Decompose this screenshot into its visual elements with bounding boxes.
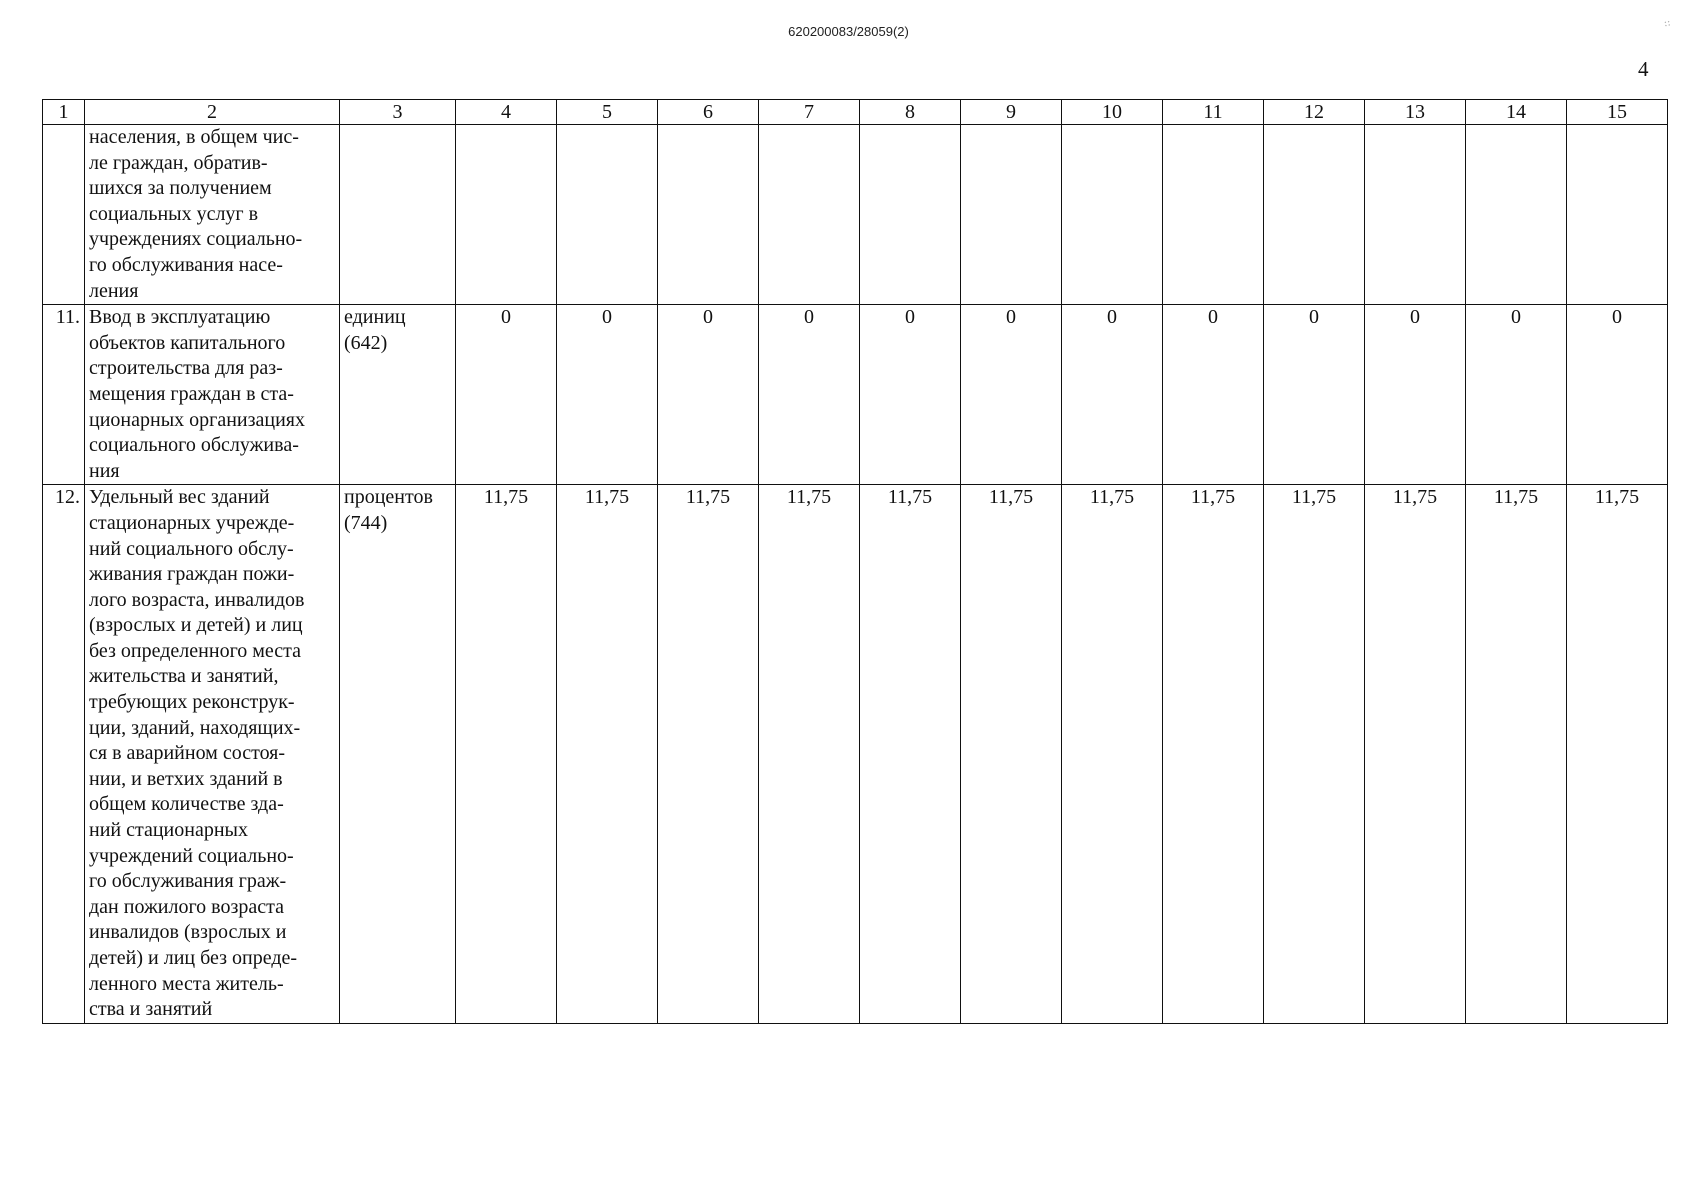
text-line: ся в аварийном состоя- — [89, 742, 286, 765]
text-line: объектов капитального — [89, 331, 286, 354]
text-line: процентов — [344, 486, 433, 509]
value-cell: 11,75 — [1062, 485, 1163, 1023]
value-cell — [456, 125, 557, 305]
row-number-cell — [43, 125, 85, 305]
value-cell — [1264, 125, 1365, 305]
scan-corner-mark: ⁘ — [1658, 15, 1676, 33]
text-line: ционарных организациях — [89, 408, 305, 431]
value-cell: 0 — [658, 305, 759, 485]
column-number-row — [43, 100, 1668, 125]
text-line: социальных услуг в — [89, 202, 259, 225]
text-line: го обслуживания насе- — [89, 253, 283, 276]
value-cell: 11,75 — [961, 485, 1062, 1023]
text-line: общем количестве зда- — [89, 793, 284, 816]
text-line: ства и занятий — [89, 998, 213, 1021]
text-line: (744) — [344, 511, 388, 534]
text-line: ле граждан, обратив- — [89, 151, 268, 174]
value-cell — [658, 125, 759, 305]
text-line: жительства и занятий, — [89, 665, 279, 688]
page-number: 4 — [1638, 57, 1649, 81]
value-cell — [961, 125, 1062, 305]
column-number-cell: 9 — [961, 100, 1062, 125]
text-line: Удельный вес зданий — [89, 486, 270, 509]
value-cell: 11,75 — [557, 485, 658, 1023]
column-number-cell: 13 — [1365, 100, 1466, 125]
value-cell — [557, 125, 658, 305]
value-cell: 0 — [759, 305, 860, 485]
row-number-cell: 12. — [43, 485, 85, 1023]
value-cell — [1163, 125, 1264, 305]
unit-cell — [340, 485, 456, 1023]
value-cell — [759, 125, 860, 305]
value-cell: 0 — [557, 305, 658, 485]
value-cell: 11,75 — [1163, 485, 1264, 1023]
indicator-description-cell — [85, 305, 340, 485]
column-number-cell: 1 — [43, 100, 85, 125]
text-line: единиц — [344, 306, 406, 329]
value-cell — [860, 125, 961, 305]
text-line: населения, в общем чис- — [89, 126, 299, 148]
value-cell: 11,75 — [1264, 485, 1365, 1023]
column-number-cell: 3 — [340, 100, 456, 125]
column-number-cell: 11 — [1163, 100, 1264, 125]
value-cell: 0 — [1466, 305, 1567, 485]
text-line: ний стационарных — [89, 819, 248, 842]
text-line: (взрослых и детей) и лиц — [89, 614, 303, 637]
column-number-cell: 5 — [557, 100, 658, 125]
text-line: учреждениях социально- — [89, 228, 303, 251]
indicator-description-cell — [85, 125, 340, 305]
text-line: го обслуживания граж- — [89, 870, 287, 893]
value-cell: 11,75 — [860, 485, 961, 1023]
value-cell: 0 — [1365, 305, 1466, 485]
value-cell: 11,75 — [1365, 485, 1466, 1023]
value-cell — [1466, 125, 1567, 305]
text-line: без определенного места — [89, 639, 302, 662]
text-line: социального обслужива- — [89, 434, 299, 457]
value-cell: 0 — [1163, 305, 1264, 485]
value-cell: 0 — [961, 305, 1062, 485]
text-line: учреждений социально- — [89, 844, 294, 867]
column-number-cell: 14 — [1466, 100, 1567, 125]
text-line: мещения граждан в ста- — [89, 382, 294, 405]
value-cell: 0 — [1567, 305, 1668, 485]
value-cell: 11,75 — [1567, 485, 1668, 1023]
unit-cell — [340, 125, 456, 305]
column-number-cell: 6 — [658, 100, 759, 125]
text-line: инвалидов (взрослых и — [89, 921, 287, 944]
column-number-cell: 12 — [1264, 100, 1365, 125]
value-cell — [1567, 125, 1668, 305]
value-cell: 11,75 — [658, 485, 759, 1023]
indicator-description-cell — [85, 485, 340, 1023]
text-line: ции, зданий, находящих- — [89, 716, 301, 739]
document-id: 620200083/28059(2) — [788, 24, 909, 39]
value-cell — [1365, 125, 1466, 305]
value-cell: 11,75 — [759, 485, 860, 1023]
column-number-cell: 15 — [1567, 100, 1668, 125]
text-line: детей) и лиц без опреде- — [89, 947, 298, 969]
text-line: нии, и ветхих зданий в — [89, 767, 283, 790]
text-line: шихся за получением — [89, 177, 272, 200]
table-row — [43, 485, 1668, 1023]
row-number-cell: 11. — [43, 305, 85, 485]
text-line: стационарных учрежде- — [89, 511, 295, 534]
table-row — [43, 125, 1668, 305]
value-cell: 0 — [1264, 305, 1365, 485]
text-line: строительства для раз- — [89, 357, 283, 380]
column-number-cell: 10 — [1062, 100, 1163, 125]
text-line: ния — [89, 459, 120, 482]
column-number-cell: 2 — [85, 100, 340, 125]
text-line: ления — [89, 279, 139, 302]
text-line: требующих реконструк- — [89, 691, 295, 714]
value-cell: 11,75 — [456, 485, 557, 1023]
column-number-cell: 7 — [759, 100, 860, 125]
unit-cell — [340, 305, 456, 485]
text-line: ний социального обслу- — [89, 537, 294, 560]
column-number-cell: 4 — [456, 100, 557, 125]
text-line: дан пожилого возраста — [89, 895, 284, 918]
text-line: ленного места житель- — [89, 972, 284, 995]
value-cell — [1062, 125, 1163, 305]
column-number-cell: 8 — [860, 100, 961, 125]
text-line: живания граждан пожи- — [89, 563, 295, 586]
value-cell: 0 — [456, 305, 557, 485]
value-cell: 0 — [1062, 305, 1163, 485]
text-line: лого возраста, инвалидов — [89, 588, 305, 611]
value-cell: 0 — [860, 305, 961, 485]
text-line: (642) — [344, 331, 388, 354]
data-table — [42, 99, 1668, 1024]
value-cell: 11,75 — [1466, 485, 1567, 1023]
text-line: Ввод в эксплуатацию — [89, 306, 271, 329]
table-row — [43, 305, 1668, 485]
